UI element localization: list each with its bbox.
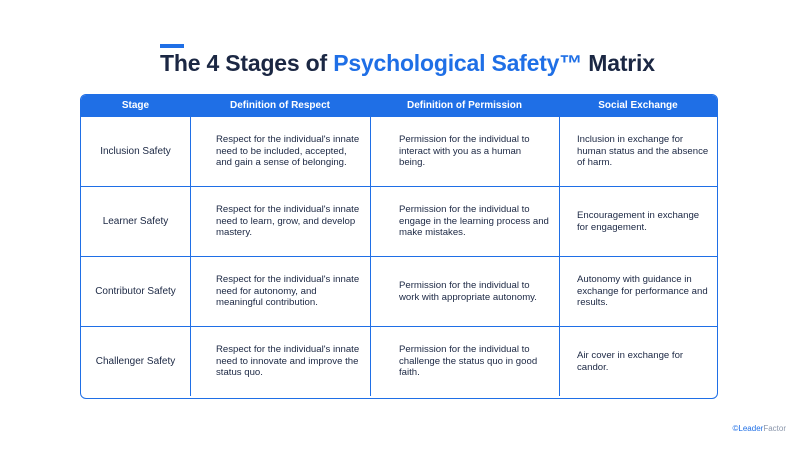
header-definition-of-respect: Definition of Respect [229, 100, 330, 111]
table-row-learner-safety [81, 186, 717, 256]
table-row-contributor-safety [81, 256, 717, 326]
brand-logo [733, 424, 787, 433]
stage-cell: Learner Safety [102, 215, 169, 227]
respect-cell: Respect for the individual's innate need for autonomy, and meaningful contribution. [190, 257, 370, 326]
permission-cell: Permission for the individual to interact with you as a human being. [370, 117, 559, 186]
title-suffix: Matrix [582, 50, 655, 76]
title-highlight: Psychological Safety™ [333, 50, 583, 76]
title-prefix: The 4 Stages of [160, 50, 334, 76]
permission-cell: Permission for the individual to engage in the learning process and make mistakes. [370, 187, 559, 256]
header-social-exchange: Social Exchange [598, 100, 678, 111]
table-row-inclusion-safety [81, 116, 717, 186]
exchange-cell: Inclusion in exchange for human status and the absence of harm. [559, 117, 717, 186]
respect-cell: Respect for the individual's innate need to be included, accepted, and gain a sense of belonging. [190, 117, 370, 186]
brand-name-light: Factor [763, 424, 786, 433]
header-definition-of-permission: Definition of Permission [406, 100, 522, 111]
exchange-cell: Autonomy with guidance in exchange for performance and results. [559, 257, 717, 326]
permission-cell: Permission for the individual to challenge the status quo in good faith. [370, 327, 559, 396]
brand-name-main: Leader [738, 424, 764, 433]
table-header-row [81, 95, 717, 116]
permission-cell: Permission for the individual to work with appropriate autonomy. [370, 257, 559, 326]
exchange-cell: Air cover in exchange for candor. [559, 327, 717, 396]
stage-cell: Challenger Safety [95, 355, 176, 367]
header-stage: Stage [121, 100, 150, 111]
respect-cell: Respect for the individual's innate need to learn, grow, and develop mastery. [190, 187, 370, 256]
table-row-challenger-safety [81, 326, 717, 396]
exchange-cell: Encouragement in exchange for engagement. [559, 187, 717, 256]
respect-cell: Respect for the individual's innate need to innovate and improve the status quo. [190, 327, 370, 396]
title-accent-bar [160, 44, 184, 48]
safety-matrix-table [80, 94, 718, 399]
stage-cell: Inclusion Safety [100, 145, 171, 157]
stage-cell: Contributor Safety [95, 285, 176, 297]
page-title [160, 50, 655, 77]
copyright-symbol: © [732, 424, 739, 433]
